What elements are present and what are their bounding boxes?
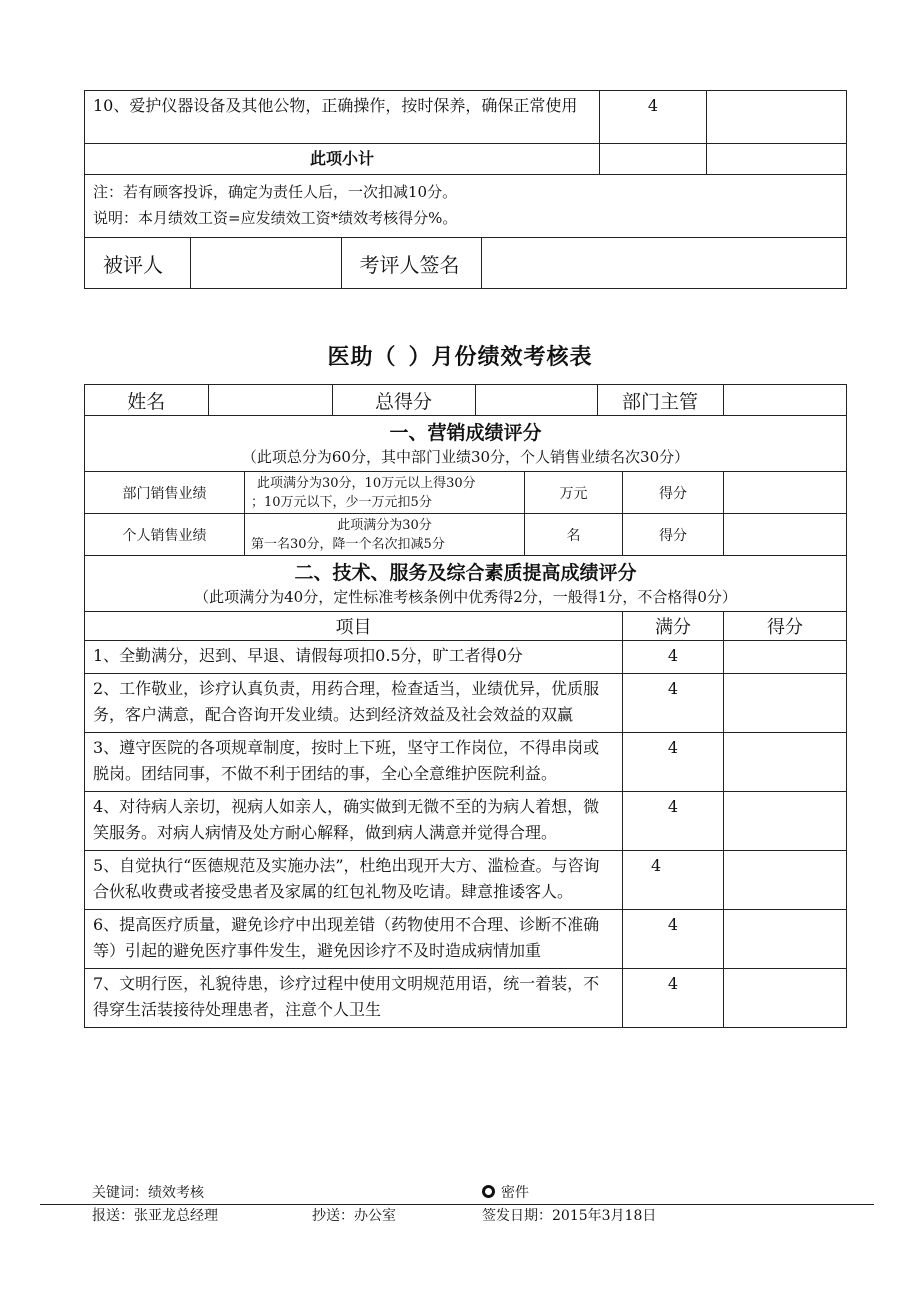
formula-note: 说明：本月绩效工资=应发绩效工资*绩效考核得分%。 (93, 209, 458, 227)
item-10-full-score: 4 (600, 91, 707, 144)
col-score-header: 得分 (724, 612, 847, 641)
personal-sales-score-field[interactable] (724, 514, 847, 556)
issue-date: 签发日期：2015年3月18日 (482, 1208, 657, 1224)
bullet-icon (482, 1185, 495, 1198)
item-5-full-score: 4 (623, 851, 724, 910)
dept-sales-score-field[interactable] (724, 472, 847, 514)
dept-sales-rule-line-2: ；10万元以下，少一万元扣5分 (251, 494, 432, 510)
personal-sales-label: 个人销售业绩 (85, 514, 245, 556)
title-prefix: 医助（ (327, 344, 397, 370)
evaluator-signature-field[interactable] (481, 238, 846, 288)
previous-form-tail (84, 90, 847, 289)
sales-row (85, 472, 847, 514)
item-2-text: 2、工作敬业，诊疗认真负责，用药合理，检查适当，业绩优异，优质服务，客户满意，配合咨询开发业绩。达到经济效益及社会效益的双赢 (85, 674, 623, 733)
evaluatee-field[interactable] (190, 238, 341, 288)
dept-sales-rule-line-1: 此项满分为30分，10万元以上得30分 (257, 475, 476, 491)
personal-sales-score-label: 得分 (623, 514, 724, 556)
report-to: 报送：张亚龙总经理 (92, 1208, 218, 1224)
total-score-field[interactable] (475, 385, 597, 415)
personal-sales-unit: 名 (525, 514, 623, 556)
dept-sales-label: 部门销售业绩 (85, 472, 245, 514)
item-4-full-score: 4 (623, 792, 724, 851)
manager-label: 部门主管 (597, 385, 723, 415)
notes-cell (85, 175, 847, 238)
table-row (85, 91, 847, 144)
manager-field[interactable] (723, 385, 846, 415)
item-6-full-score: 4 (623, 910, 724, 969)
table-row (85, 641, 847, 674)
item-10-score-cell[interactable] (707, 91, 847, 144)
subtotal-full-cell (600, 144, 707, 175)
signature-row (85, 238, 847, 289)
assessment-form (84, 384, 847, 1028)
sales-row (85, 514, 847, 556)
keywords: 关键词：绩效考核 (92, 1185, 204, 1201)
confidential-mark (482, 1184, 529, 1202)
item-6-text: 6、提高医疗质量，避免诊疗中出现差错（药物使用不合理、诊断不准确等）引起的避免医疗事件发生，避免因诊疗不及时造成病情加重 (85, 910, 623, 969)
item-7-full-score: 4 (623, 969, 724, 1028)
table-row (85, 792, 847, 851)
col-full-header: 满分 (623, 612, 724, 641)
item-7-text: 7、文明行医，礼貌待患，诊疗过程中使用文明规范用语，统一着装，不得穿生活装接待处理患者，注意个人卫生 (85, 969, 623, 1028)
item-2-score-cell[interactable] (724, 674, 847, 733)
dept-sales-score-label: 得分 (623, 472, 724, 514)
item-3-text: 3、遵守医院的各项规章制度，按时上下班，坚守工作岗位，不得串岗或脱岗。团结同事，不做不利于团结的事，全心全意维护医院利益。 (85, 733, 623, 792)
subtotal-score-cell[interactable] (707, 144, 847, 175)
item-10-text: 10、爱护仪器设备及其他公物，正确操作，按时保养，确保正常使用 (85, 91, 600, 144)
item-5-score-cell[interactable] (724, 851, 847, 910)
item-1-score-cell[interactable] (724, 641, 847, 674)
evaluator-label: 考评人签名 (341, 238, 481, 288)
name-field[interactable] (208, 385, 332, 415)
dept-sales-unit: 万元 (525, 472, 623, 514)
item-3-full-score: 4 (623, 733, 724, 792)
item-3-score-cell[interactable] (724, 733, 847, 792)
total-score-label: 总得分 (332, 385, 475, 415)
section-1-header (85, 416, 847, 472)
subtotal-row (85, 144, 847, 175)
item-4-score-cell[interactable] (724, 792, 847, 851)
item-6-score-cell[interactable] (724, 910, 847, 969)
item-7-score-cell[interactable] (724, 969, 847, 1028)
section-2-header-cell (85, 556, 847, 612)
notes-row (85, 175, 847, 238)
section-1-note: （此项总分为60分，其中部门业绩30分，个人销售业绩名次30分） (241, 448, 690, 466)
dept-sales-rule (245, 472, 525, 514)
personal-sales-rule (245, 514, 525, 556)
cc: 抄送：办公室 (312, 1208, 396, 1224)
name-label: 姓名 (85, 385, 208, 415)
column-header-row (85, 612, 847, 641)
table-row (85, 674, 847, 733)
item-2-full-score: 4 (623, 674, 724, 733)
title-suffix: ）月份绩效考核表 (408, 344, 593, 370)
table-row (85, 969, 847, 1028)
item-1-text: 1、全勤满分，迟到、早退、请假每项扣0.5分，旷工者得0分 (85, 641, 623, 674)
item-1-full-score: 4 (623, 641, 724, 674)
complaint-note: 注：若有顾客投诉，确定为责任人后，一次扣减10分。 (93, 183, 458, 201)
personal-sales-rule-line-2: 第一名30分，降一个名次扣减5分 (251, 536, 445, 552)
section-2-note: （此项满分为40分，定性标准考核条例中优秀得2分，一般得1分，不合格得0分） (194, 588, 737, 606)
table-row (85, 851, 847, 910)
footer-divider (40, 1204, 874, 1205)
section-1-title: 一、营销成绩评分 (389, 422, 542, 444)
section-2-header (85, 556, 847, 612)
col-item-header: 项目 (85, 612, 623, 641)
item-4-text: 4、对待病人亲切，视病人如亲人，确实做到无微不至的为病人着想，微笑服务。对病人病情及处方耐心解释，做到病人满意并觉得合理。 (85, 792, 623, 851)
section-2-title: 二、技术、服务及综合素质提高成绩评分 (294, 562, 637, 584)
subtotal-label: 此项小计 (85, 144, 600, 175)
personal-sales-rule-line-1: 此项满分为30分 (337, 517, 432, 533)
section-1-header-cell (85, 416, 847, 472)
page-title (0, 340, 920, 371)
header-row (85, 385, 847, 416)
evaluatee-label: 被评人 (85, 238, 190, 288)
item-5-text: 5、自觉执行“医德规范及实施办法”，杜绝出现开大方、滥检查。与咨询合伙私收费或者接受患者及家属的红包礼物及吃请。肆意推诿客人。 (85, 851, 623, 910)
table-row (85, 733, 847, 792)
table-row (85, 910, 847, 969)
confidential-label: 密件 (501, 1185, 529, 1201)
